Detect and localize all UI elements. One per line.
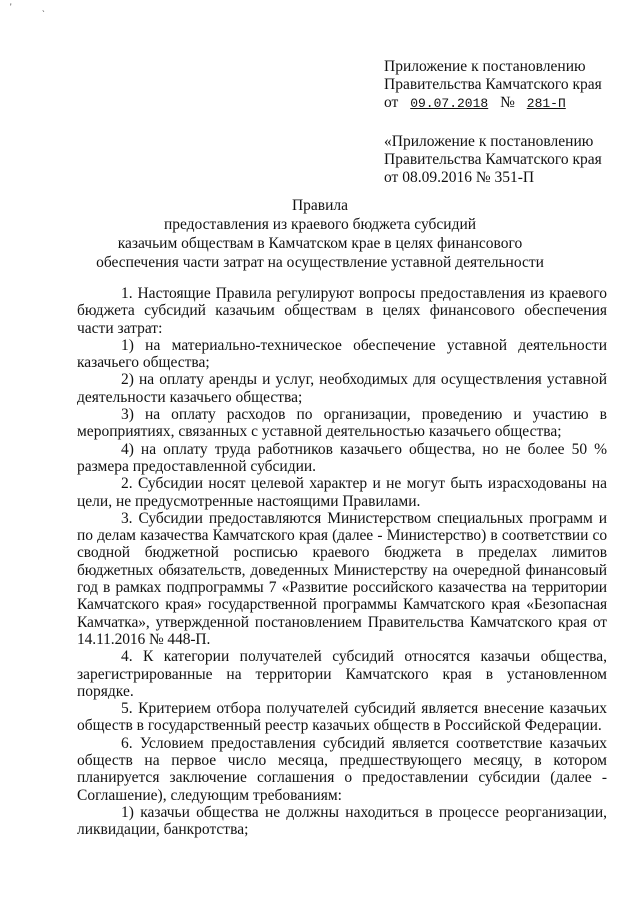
paragraph-1-item-1: 1) на материально-техническое обеспечение уставной деятельности казачьего общества; — [77, 336, 607, 372]
paragraph-1-item-2: 2) на оплату аренды и услуг, необходимых для осуществления уставной деятельности казачьего общества; — [77, 371, 607, 406]
previous-attachment-line-2: Правительства Камчатского края — [384, 151, 602, 168]
attachment-header — [384, 58, 602, 113]
attachment-date-line — [384, 94, 602, 113]
paragraph-6-item-1: 1) казачьи общества не должны находиться в процессе реорганизации, ликвидации, банкротства; — [77, 803, 607, 839]
document-body — [77, 285, 607, 839]
paragraph-3: 3. Субсидии предоставляются Министерством специальных программ и по делам казачества Камчатского края (далее - Министерство) в соответствии со сводной бюджетной росписью краевого бюджета в пределах лимитов бюджетных обязательств, доведенных Министерству на очередной финансовый год в рамках подпрограммы 7 «Развитие российского казачества на территории Камчатского края» государственной программы Камчатского края «Безопасная Камчатка», утвержденной постановлением Правительства Камчатского края от 14.11.2016 № 448-П. — [77, 509, 607, 648]
attachment-line-2: Правительства Камчатского края — [384, 76, 602, 93]
previous-attachment-header — [384, 133, 602, 187]
number-prefix: № — [500, 94, 515, 111]
paragraph-5: 5. Критерием отбора получателей субсидий является внесение казачьих обществ в государственный реестр казачьих обществ в Российской Федерации. — [77, 700, 607, 735]
paragraph-1-item-4: 4) на оплату труда работников казачьего общества, но не более 50 % размера предоставленной субсидии. — [77, 440, 607, 475]
title-line-3: обеспечения части затрат на осуществление уставной деятельности — [96, 254, 544, 271]
previous-attachment-line-3: от 08.09.2016 № 351-П — [384, 169, 535, 186]
number-value: 281-П — [526, 96, 566, 111]
paragraph-1-item-3: 3) на оплату расходов по организации, проведению и участию в мероприятиях, связанных с уставной деятельностью казачьего общества; — [77, 406, 607, 441]
document-title — [60, 196, 580, 272]
scan-artifact: ' ˎ — [10, 2, 59, 12]
paragraph-6: 6. Условием предоставления субсидий является соответствие казачьих обществ на первое число месяца, предшествующего месяцу, в котором планируется заключение соглашения о предоставлении субсидии (далее - Соглашение), следующим требованиям: — [77, 734, 607, 804]
paragraph-2: 2. Субсидии носят целевой характер и не могут быть израсходованы на цели, не предусмотренные настоящими Правилами. — [77, 475, 607, 510]
title-line-2: казачьим обществам в Камчатском крае в целях финансового — [117, 235, 523, 252]
title-heading: Правила — [291, 197, 349, 214]
date-value: 09.07.2018 — [410, 96, 489, 111]
paragraph-1: 1. Настоящие Правила регулируют вопросы предоставления из краевого бюджета субсидий казачьим обществам в целях финансового обеспечения части затрат: — [77, 285, 607, 337]
previous-attachment-line-1: «Приложение к постановлению — [384, 133, 594, 150]
date-prefix: от — [384, 94, 399, 111]
attachment-line-1: Приложение к постановлению — [384, 58, 586, 75]
title-line-1: предоставления из краевого бюджета субсидий — [163, 216, 477, 233]
paragraph-4: 4. К категории получателей субсидий относятся казачьи общества, зарегистрированные на территории Камчатского края в установленном порядке. — [77, 648, 607, 700]
